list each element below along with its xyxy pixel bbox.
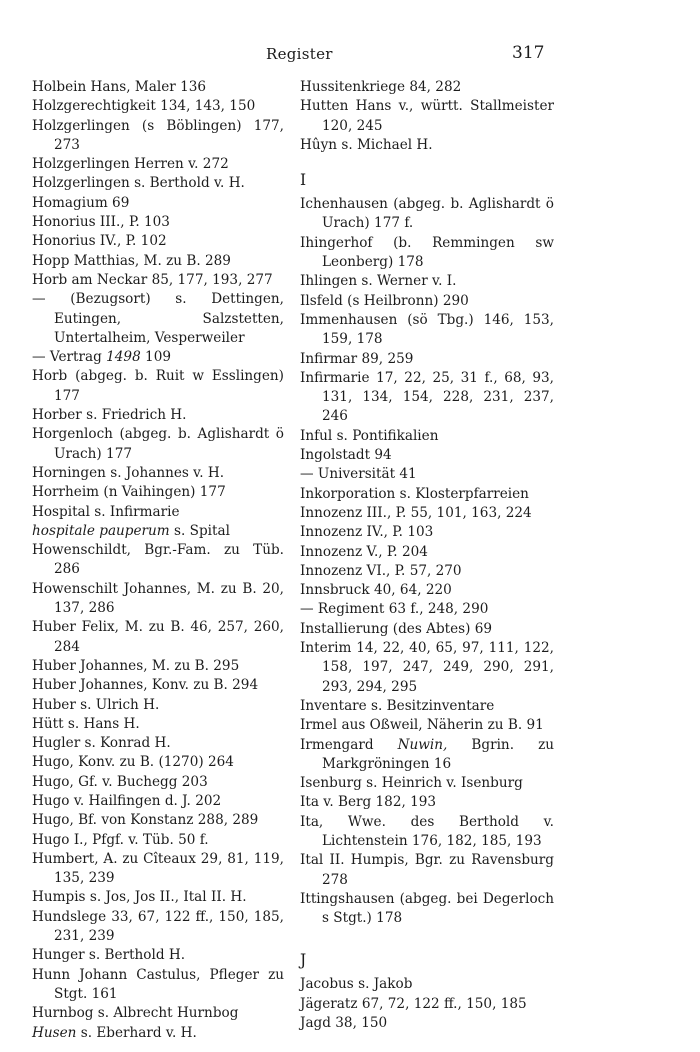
index-entry: Huber Johannes, M. zu B. 295 [32,657,240,674]
index-entry: Ital II. Humpis, Bgr. zu Ravensburg 278 [300,852,554,888]
index-entry: Installierung (des Abtes) 69 [300,620,493,637]
index-entry: Honorius III., P. 103 [32,214,170,231]
index-entry: Humbert, A. zu Cîteaux 29, 81, 119, 135, 239 [32,850,284,887]
index-entry: Horb (abgeg. b. Ruit w Esslingen) 177 [32,368,284,404]
index-entry: Ilsfeld (s Heilbronn) 290 [300,292,469,309]
index-entry: Inful s. Pontifikalien [300,427,439,444]
index-entry: Ita v. Berg 182, 193 [300,794,437,811]
index-entry [300,736,554,775]
index-entry: Jägeratz 67, 72, 122 ff., 150, 185 [300,995,527,1012]
index-entry: Inkorporation s. Klosterpfarreien [300,485,529,502]
index-entry: Hunger s. Berthold H. [32,947,186,964]
index-entry: Huber s. Ulrich H. [32,696,160,713]
index-entry: Hugo, Gf. v. Buchegg 203 [32,773,208,790]
index-entry: Horrheim (n Vaihingen) 177 [32,484,226,501]
index-entry: Hugo, Bf. von Konstanz 288, 289 [32,812,259,829]
index-entry: Hugo v. Hailfingen d. J. 202 [32,792,222,809]
index-entry: Jacobus s. Jakob [300,976,413,993]
index-entry: Hospital s. Infirmarie [32,503,180,520]
index-group-i [300,195,554,928]
index-column-left [32,78,284,1043]
index-entry: Hutten Hans v., württ. Stallmeister 120, 245 [300,98,554,134]
index-entry-text: 109 [140,349,172,366]
index-entry: Horningen s. Johannes v. H. [32,464,225,481]
index-entry-text: Irmengard [300,736,398,753]
index-entry: Ingolstadt 94 [300,447,392,464]
index-entry: Horgenloch (abgeg. b. Aglishardt ö Urach) 177 [32,426,284,462]
index-entry: — Universität 41 [300,466,417,483]
index-entry: Hugo, Konv. zu B. (1270) 264 [32,754,234,771]
index-entry-italic: 1498 [106,349,141,366]
index-entry: Ihingerhof (b. Remmingen sw Leonberg) 178 [300,234,554,271]
index-entry: — Regiment 63 f., 248, 290 [300,601,489,618]
index-entry: Hugo I., Pfgf. v. Tüb. 50 f. [32,831,209,848]
index-entry-text: s. Spital [169,522,230,539]
section-letter-j: J [300,951,307,970]
index-column-right [300,78,554,1033]
index-entry: Ihlingen s. Werner v. I. [300,273,457,290]
index-entry-italic: Nuwin, [397,736,448,753]
index-entry: Holbein Hans, Maler 136 [32,79,207,95]
index-entry: Hûyn s. Michael H. [300,136,433,153]
index-entry: Howenschildt, Bgr.-Fam. zu Tüb. 286 [32,542,284,578]
index-entry: Innozenz VI., P. 57, 270 [300,562,462,579]
index-entry [32,522,284,541]
index-entry-text: — Vertrag [32,349,107,366]
index-entry: Infirmarie 17, 22, 25, 31 f., 68, 93, 131, 134, 154, 228, 231, 237, 246 [300,369,554,425]
index-entry: Holzgerlingen (s Böblingen) 177, 273 [32,117,284,153]
index-entry: Infirmar 89, 259 [300,350,414,367]
index-entry: Holzgerlingen s. Berthold v. H. [32,175,245,192]
index-entry [32,348,284,367]
index-entry: Humpis s. Jos, Jos II., Ital II. H. [32,889,247,906]
index-entry: Hunn Johann Castulus, Pfleger zu Stgt. 161 [32,966,284,1002]
index-entry: Horb am Neckar 85, 177, 193, 277 [32,271,273,288]
index-entry: Innsbruck 40, 64, 220 [300,582,452,599]
index-group-j [300,975,554,1033]
index-entry: Homagium 69 [32,194,130,211]
index-entry: Innozenz III., P. 55, 101, 163, 224 [300,504,532,521]
index-entry: Ittingshausen (abgeg. bei Degerloch s Stgt.) 178 [300,890,554,927]
index-entry: Holzgerechtigkeit 134, 143, 150 [32,98,256,115]
index-entry: Ichenhausen (abgeg. b. Aglishardt ö Urach) 177 f. [300,196,554,232]
index-entry: Hopp Matthias, M. zu B. 289 [32,252,231,269]
running-head-title: Register [266,45,333,63]
page-number: 317 [512,43,545,63]
index-entry: Huber Johannes, Konv. zu B. 294 [32,677,259,694]
index-entry: Holzgerlingen Herren v. 272 [32,156,229,173]
index-entry-italic: hospitale pauperum [32,522,170,539]
running-head [0,44,700,68]
index-entry: Isenburg s. Heinrich v. Isenburg [300,775,523,792]
index-entry: Hurnbog s. Albrecht Hurnbog [32,1005,239,1022]
index-entry: Horber s. Friedrich H. [32,407,187,424]
index-entry: Inventare s. Besitzinventare [300,697,495,714]
index-entry: Immenhausen (sö Tbg.) 146, 153, 159, 178 [300,311,554,348]
index-entry: Howenschilt Johannes, M. zu B. 20, 137, 286 [32,580,284,617]
section-letter-i: I [300,171,307,190]
index-entry: Honorius IV., P. 102 [32,233,167,250]
index-entry: Hütt s. Hans H. [32,715,140,732]
index-entry: Hundslege 33, 67, 122 ff., 150, 185, 231, 239 [32,908,284,945]
index-entry: Jagd 38, 150 [300,1015,388,1032]
index-entry: — (Bezugsort) s. Dettingen, Eutingen, Salzstetten, Untertalheim, Vesperweiler [32,291,284,346]
index-entry [32,1024,284,1043]
index-entry: Interim 14, 22, 40, 65, 97, 111, 122, 158, 197, 247, 249, 290, 291, 293, 294, 295 [300,640,554,695]
index-entry: Irmel aus Oßweil, Näherin zu B. 91 [300,717,544,734]
index-entry-text: Bgrin. zu Markgröningen 16 [322,736,554,772]
index-entry: Ita, Wwe. des Berthold v. Lichtenstein 176, 182, 185, 193 [300,813,554,849]
index-entry-italic: Husen [32,1024,77,1041]
index-entry-text: s. Eberhard v. H. [76,1024,197,1041]
index-group-h-continued [300,78,554,155]
index-entry: Huber Felix, M. zu B. 46, 257, 260, 284 [32,619,284,655]
index-entry: Hugler s. Konrad H. [32,735,171,752]
index-entry: Innozenz IV., P. 103 [300,524,434,541]
index-entry: Hussitenkriege 84, 282 [300,79,462,95]
index-entry: Innozenz V., P. 204 [300,543,428,560]
